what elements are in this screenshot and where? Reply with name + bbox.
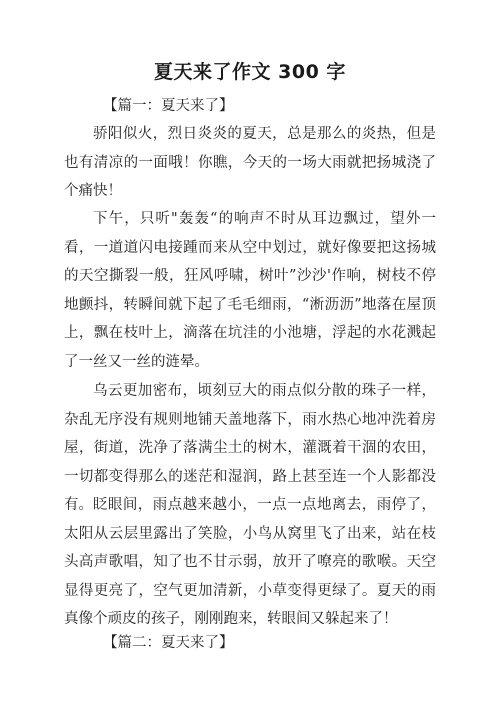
section-heading-1: 【篇一：夏天来了】 xyxy=(103,98,234,114)
paragraph-2: 下午，只听"轰轰“的响声不时从耳边飘过，望外一看，一道道闪电接踵而来从空中划过，就好像要把这扬城的天空撕裂一般，狂风呼啸，树叶”沙沙'作响，树枝不停地颤抖，转瞬间就下起了毛毛细雨，“淅沥沥”地落在屋顶上，飘在枝叶上，滴落在坑洼的小池塘，浮起的水花溅起了一丝又一丝的涟晕。 xyxy=(64,211,436,370)
paragraph-4: 眨眼间，雨点越来越小，一点一点地离去，雨停了，太阳从云层里露出了笑脸，小鸟从窝里飞了出来，站在枝头高声歌唱，知了也不甘示弱，放开了嘹亮的歌喉。天空显得更亮了，空气更加清新，小草变得更绿了。夏天的雨真像个顽皮的孩子，刚刚跑来，转眼间又躲起来了！ xyxy=(64,497,436,627)
section-heading-2: 【篇二：夏天来了】 xyxy=(103,635,234,651)
paragraph-1: 骄阳似火，烈日炎炎的夏天，总是那么的炎热，但是也有清凉的一面哦！你瞧，今天的一场大雨就把扬城浇了个痛快！ xyxy=(64,126,436,199)
document-title: 夏天来了作文 300 字 xyxy=(154,61,346,83)
paragraph-3: 乌云更加密布，顷刻豆大的雨点似分散的珠子一样，杂乱无序没有规则地铺天盖地落下，雨水热心地冲洗着房屋，街道，洗净了落满尘土的树木，灌溉着干涸的农田，一切都变得那么的迷茫和湿润，路上甚至连一个人影都没有。 xyxy=(64,383,436,513)
